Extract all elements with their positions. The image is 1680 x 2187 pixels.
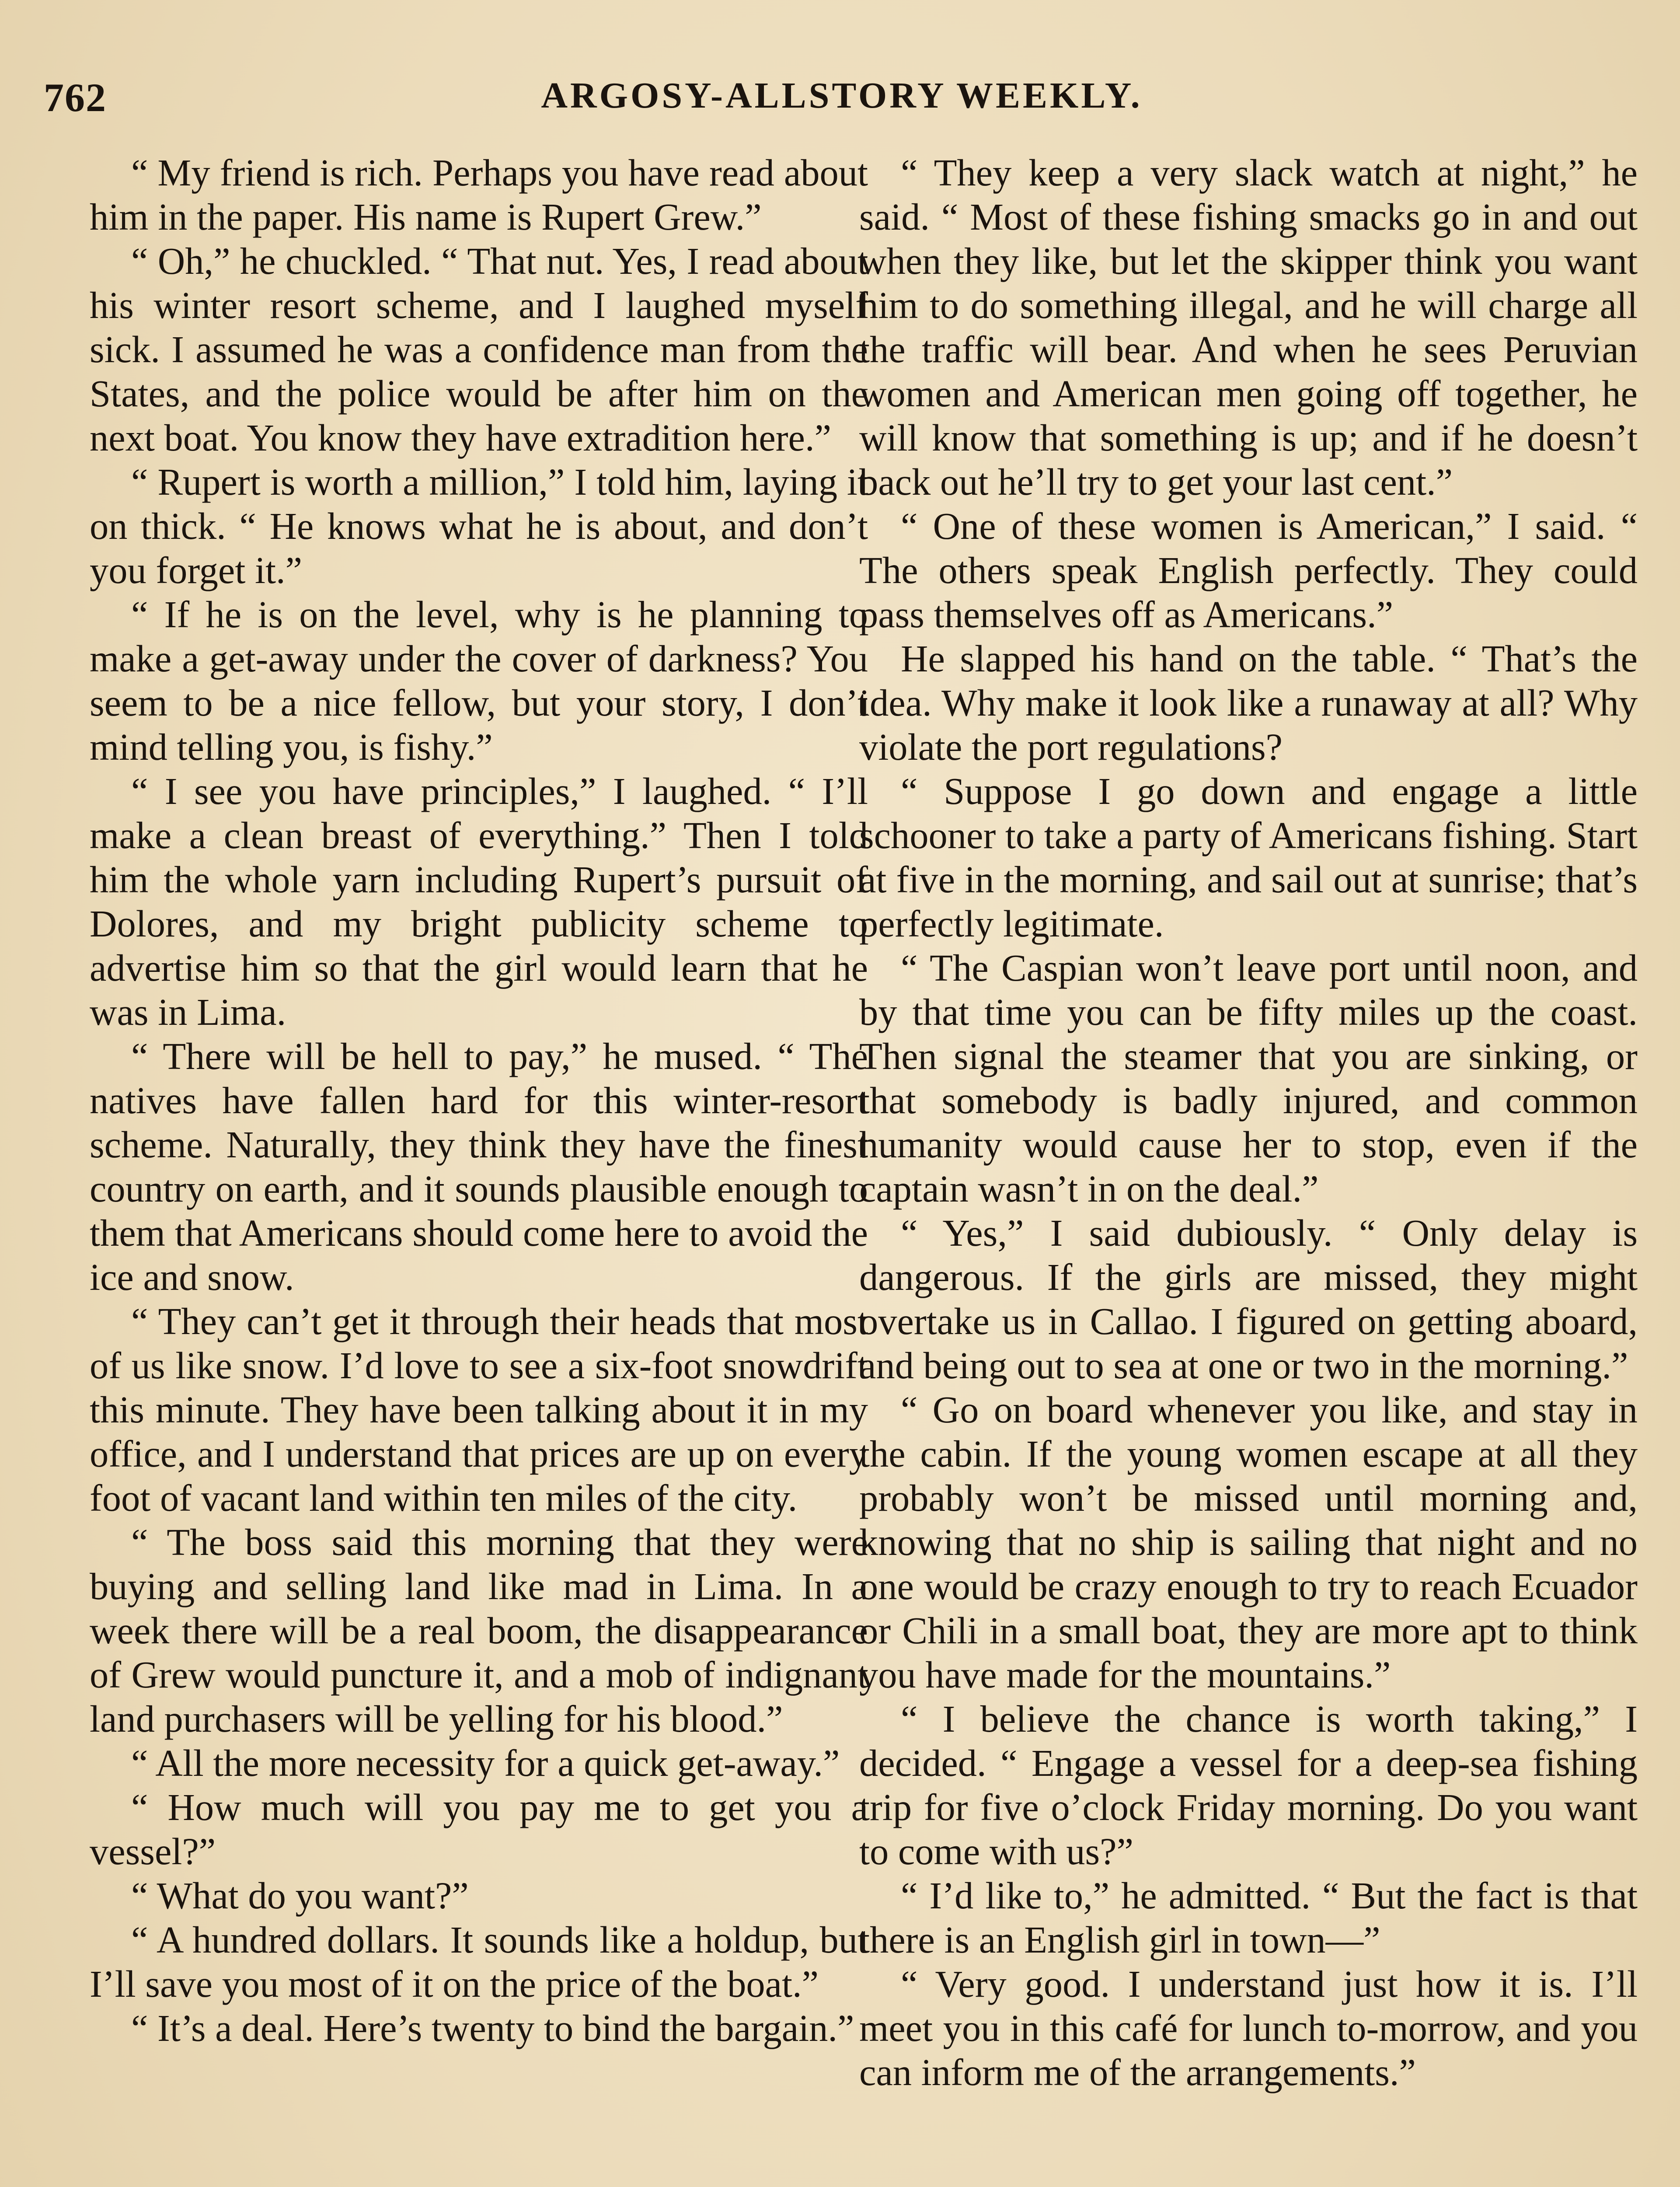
paragraph: “ It’s a deal. Here’s twenty to bind the bargain.” [131,2007,854,2049]
paragraph: “ The boss said this morning that they were buying and selling land like mad in Lima. In a week there will be a real boom, the disappearance of Grew would puncture it, and a mob of indignant land purchasers will be yelling for his blood.” [90,1521,868,1740]
paragraph: “ Oh,” he chuckled. “ That nut. Yes, I read about his winter resort scheme, and I laughed myself sick. I assumed he was a confidence man from the States, and the police would be after him on the next boat. You know they have extradition here.” [90,240,868,459]
paragraph: “ What do you want?” [131,1875,469,1917]
paragraph: “ They can’t get it through their heads that most of us like snow. I’d love to see a six-foot snowdrift this minute. They have been talking about it in my office, and I understand that prices are up on every foot of vacant land within ten miles of the city. [90,1300,868,1519]
paragraph: “ The Caspian won’t leave port until noon, and by that time you can be fifty miles up the coast. Then signal the steamer that you are sinking, or that somebody is badly injured, and common humanity would cause her to stop, even if the captain wasn’t in on the deal.” [859,947,1638,1210]
paragraph: “ All the more necessity for a quick get-away.” [131,1742,840,1784]
paragraph: “ My friend is rich. Perhaps you have read about him in the paper. His name is Rupert Grew.” [90,152,868,238]
paragraph: “ How much will you pay me to get you a vessel?” [90,1786,868,1873]
paragraph: “ Very good. I understand just how it is. I’ll meet you in this café for lunch to-morrow, and you can inform me of the arrangements.” [859,1963,1638,2093]
right-text-column [859,151,1638,2095]
page-number: 762 [44,75,107,120]
left-text-column [90,151,868,2051]
paragraph: “ I’d like to,” he admitted. “ But the fact is that there is an English girl in town—” [859,1875,1638,1961]
page-header [44,74,1640,144]
paragraph: “ Rupert is worth a million,” I told him, laying it on thick. “ He knows what he is about, and don’t you forget it.” [90,461,868,591]
paragraph: “ Go on board whenever you like, and stay in the cabin. If the young women escape at all they probably won’t be missed until morning and, knowing that no ship is sailing that night and no one would be crazy enough to try to reach Ecuador or Chili in a small boat, they are more apt to think you have made for the mountains.” [859,1389,1638,1696]
paragraph: “ I believe the chance is worth taking,” I decided. “ Engage a vessel for a deep-sea fishing trip for five o’clock Friday morning. Do you want to come with us?” [859,1698,1638,1873]
paragraph: “ If he is on the level, why is he planning to make a get-away under the cover of darkness? You seem to be a nice fellow, but your story, I don’t mind telling you, is fishy.” [90,594,868,768]
running-head: ARGOSY-ALLSTORY WEEKLY. [541,75,1143,116]
paragraph: “ One of these women is American,” I said. “ The others speak English perfectly. They could pass themselves off as Americans.” [859,505,1638,636]
paragraph: “ Yes,” I said dubiously. “ Only delay is dangerous. If the girls are missed, they might overtake us in Callao. I figured on getting aboard, and being out to sea at one or two in the morning.” [859,1212,1638,1387]
paragraph: “ Suppose I go down and engage a little schooner to take a party of Americans fishing. Start at five in the morning, and sail out at sunrise; that’s perfectly legitimate. [859,770,1638,945]
paragraph: “ There will be hell to pay,” he mused. “ The natives have fallen hard for this winter-resort scheme. Naturally, they think they have the finest country on earth, and it sounds plausible enough to them that Americans should come here to avoid the ice and snow. [90,1035,868,1298]
paragraph: “ They keep a very slack watch at night,” he said. “ Most of these fishing smacks go in and out when they like, but let the skipper think you want him to do something illegal, and he will charge all the traffic will bear. And when he sees Peruvian women and American men going off together, he will know that something is up; and if he doesn’t back out he’ll try to get your last cent.” [859,152,1638,503]
paragraph: He slapped his hand on the table. “ That’s the idea. Why make it look like a runaway at all? Why violate the port regulations? [859,638,1638,768]
paragraph: “ I see you have principles,” I laughed. “ I’ll make a clean breast of everything.” Then I told him the whole yarn including Rupert’s pursuit of Dolores, and my bright publicity scheme to advertise him so that the girl would learn that he was in Lima. [90,770,868,1033]
paragraph: “ A hundred dollars. It sounds like a holdup, but I’ll save you most of it on the price of the boat.” [90,1919,868,2005]
